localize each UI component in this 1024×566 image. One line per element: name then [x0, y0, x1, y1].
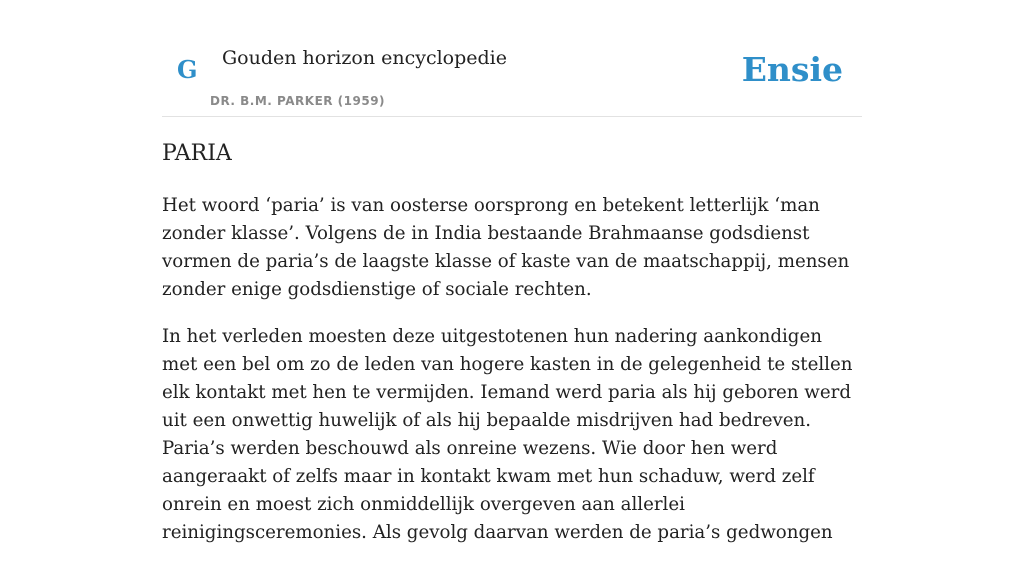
book-author: DR. B.M. PARKER (1959)	[210, 94, 386, 108]
entry-article	[162, 192, 862, 566]
book-title-link[interactable]: Gouden horizon encyclopedie	[222, 47, 507, 69]
article-paragraph-1: Het woord ‘paria’ is van oosterse oorsprong en betekent letterlijk ‘man zonder klasse’. Volgens de in India bestaande Brahmaanse godsdienst vormen de paria’s de laagste klasse of kaste van de maatschappij, mensen zonder enige godsdienstige of sociale rechten.	[162, 195, 850, 300]
entry-title: PARIA	[162, 141, 232, 166]
ensie-logo-link[interactable]: Ensie	[741, 50, 843, 89]
book-logo-letter[interactable]: G	[177, 55, 198, 84]
page-header	[162, 0, 862, 117]
article-paragraph-2: In het verleden moesten deze uitgestotenen hun nadering aankondigen met een bel om zo de leden van hogere kasten in de gelegenheid te stellen elk kontakt met hen te vermijden. Iemand werd paria als hij geboren werd uit een onwettig huwelijk of als hij bepaalde misdrijven had bedreven. Paria’s werden beschouwd als onreine wezens. Wie door hen werd aangeraakt of zelfs maar in kontakt kwam met hun schaduw, werd zelf onrein en moest zich onmiddellijk overgeven aan allerlei reinigingsceremonies. Als gevolg daarvan werden de paria’s gedwongen	[162, 326, 853, 543]
